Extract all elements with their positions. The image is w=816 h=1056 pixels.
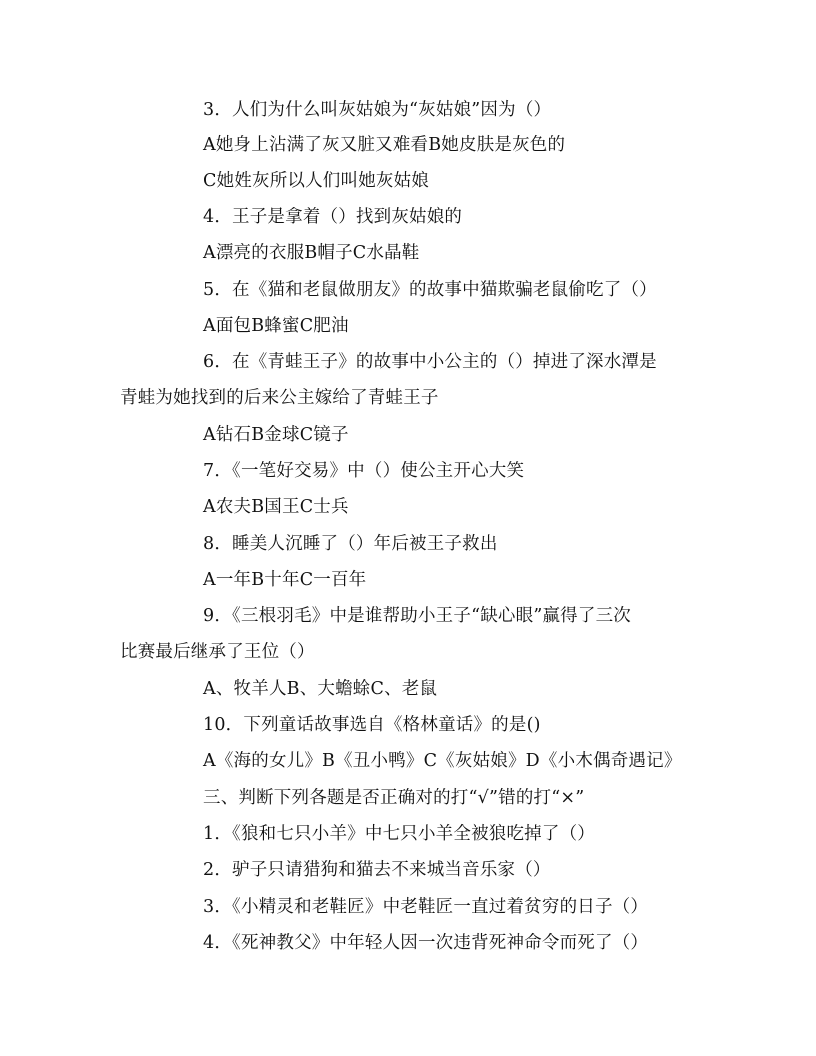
question-8-options: A一年B十年C一百年 — [203, 570, 367, 590]
question-9-options: A、牧羊人B、大蟾蜍C、老鼠 — [203, 679, 438, 699]
judge-item-4: 4．《死神教父》中年轻人因一次违背死神命令而死了（） — [203, 933, 649, 953]
question-4: 4．王子是拿着（）找到灰姑娘的 — [203, 207, 463, 227]
question-6-continued: 青蛙为她找到的后来公主嫁给了青蛙王子 — [120, 388, 439, 408]
question-3-options-ab: A她身上沾满了灰又脏又难看B她皮肤是灰色的 — [203, 135, 566, 155]
judge-item-2: 2．驴子只请猎狗和猫去不来城当音乐家（） — [203, 860, 551, 880]
question-6: 6．在《青蛙王子》的故事中小公主的（）掉进了深水潭是 — [203, 352, 657, 372]
question-8: 8．睡美人沉睡了（）年后被王子救出 — [203, 534, 498, 554]
question-7: 7．《一笔好交易》中（）使公主开心大笑 — [203, 461, 525, 481]
question-3-option-c: C她姓灰所以人们叫她灰姑娘 — [203, 171, 429, 191]
question-5-options: A面包B蜂蜜C肥油 — [203, 316, 349, 336]
question-10-options: A《海的女儿》B《丑小鸭》C《灰姑娘》D《小木偶奇遇记》 — [203, 751, 682, 771]
judge-item-3: 3．《小精灵和老鞋匠》中老鞋匠一直过着贫穷的日子（） — [203, 897, 649, 917]
judge-item-1: 1．《狼和七只小羊》中七只小羊全被狼吃掉了（） — [203, 824, 595, 844]
question-6-options: A钻石B金球C镜子 — [203, 425, 349, 445]
question-9-continued: 比赛最后继承了王位（） — [120, 642, 315, 662]
question-9: 9．《三根羽毛》中是谁帮助小王子“缺心眼”赢得了三次 — [203, 606, 631, 626]
question-10: 10．下列童话故事选自《格林童话》的是() — [203, 715, 541, 735]
question-5: 5．在《猫和老鼠做朋友》的故事中猫欺骗老鼠偷吃了（） — [203, 280, 657, 300]
question-7-options: A农夫B国王C士兵 — [203, 497, 349, 517]
question-4-options: A漂亮的衣服B帽子C水晶鞋 — [203, 243, 420, 263]
section-3-heading: 三、判断下列各题是否正确对的打“√”错的打“×” — [203, 788, 585, 808]
question-3: 3．人们为什么叫灰姑娘为“灰姑娘”因为（） — [203, 100, 552, 120]
